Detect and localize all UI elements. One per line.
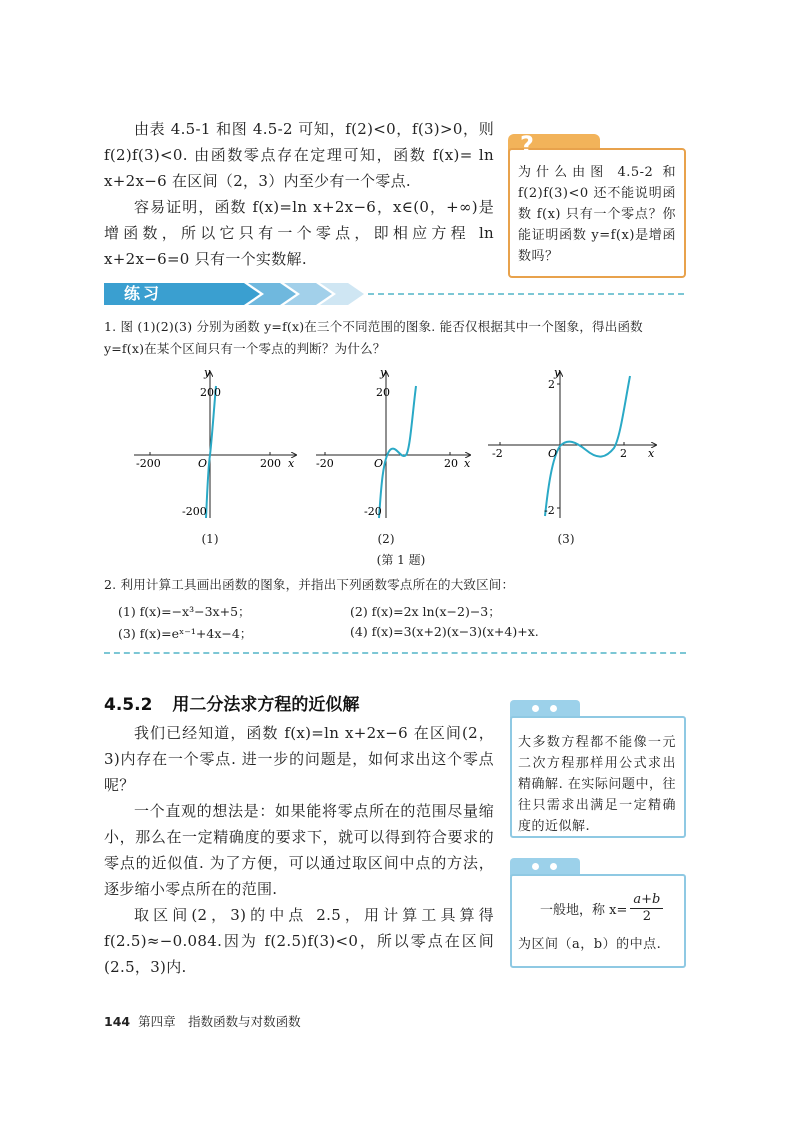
note-2-dot-icon	[532, 863, 539, 870]
divider-bottom	[104, 652, 686, 654]
note-1-dot-icon	[550, 705, 557, 712]
note-2-numerator: a+b	[630, 892, 663, 909]
graph-1	[134, 368, 296, 518]
graph-2-y-top: 20	[376, 386, 390, 399]
section-heading	[104, 690, 359, 715]
note-2-lead: 一般地，称 x=	[540, 903, 628, 918]
graph-3-y-top: 2	[548, 378, 555, 391]
graph-2-x-var: x	[464, 457, 471, 470]
graph-1-y-top: 200	[200, 386, 221, 399]
top-paragraph-1: 由表 4.5-1 和图 4.5-2 可知，f(2)<0，f(3)>0，则 f(2)f(3)<0. 由函数零点存在定理可知，函数 f(x)= ln x+2x−6 在区间（2，3）内至少有一个零点.	[104, 120, 494, 190]
top-text	[104, 116, 494, 272]
note-2-fraction	[630, 892, 663, 925]
note-2-dot-icon	[550, 863, 557, 870]
graph-2-x-right: 20	[444, 457, 458, 470]
figure-caption: (第 1 题)	[376, 553, 426, 567]
bottom-paragraph-1: 我们已经知道，函数 f(x)=ln x+2x−6 在区间(2，3)内存在一个零点. 进一步的问题是，如何求出这个零点呢？	[104, 724, 494, 794]
graph-3-label: (3)	[557, 532, 575, 546]
graph-3	[488, 368, 656, 518]
graph-2-origin: O	[374, 457, 384, 470]
graph-2-x-left: -20	[316, 457, 334, 470]
divider-top	[368, 293, 684, 295]
graph-1-x-var: x	[288, 457, 295, 470]
exercise-2-item-1: (1) f(x)=−x³−3x+5；	[118, 604, 251, 619]
note-1-dot-icon	[532, 705, 539, 712]
graph-2-curve	[379, 386, 416, 518]
graph-2	[316, 368, 471, 518]
graph-1-y-var: y	[204, 368, 211, 379]
bottom-text	[104, 720, 494, 980]
exercise-1-text: 1. 图 (1)(2)(3) 分别为函数 y=f(x)在三个不同范围的图象. 能否仅根据其中一个图象，得出函数 y=f(x)在某个区间只有一个零点的判断？为什么？	[104, 319, 643, 356]
section-title: 用二分法求方程的近似解	[172, 695, 360, 715]
graph-3-curve	[545, 376, 630, 516]
page-footer	[104, 1012, 301, 1030]
bottom-paragraph-3: 取区间(2，3)的中点 2.5，用计算工具算得 f(2.5)≈−0.084.因为 f(2.5)f(3)<0，所以零点在区间(2.5，3)内.	[104, 906, 494, 976]
page-number: 144	[104, 1014, 131, 1029]
question-box-text: 为什么由图 4.5-2 和 f(2)f(3)<0 还不能说明函数 f(x) 只有一个零点？你能证明函数 y=f(x)是增函数吗？	[518, 165, 676, 264]
practice-title: 练习	[124, 284, 163, 303]
exercise-2-text: 2. 利用计算工具画出函数的图象，并指出下列函数零点所在的大致区间：	[104, 577, 515, 592]
graph-1-origin: O	[198, 457, 208, 470]
graph-3-x-left: -2	[492, 447, 503, 460]
graph-2-y-var: y	[380, 368, 387, 379]
note-2-tail: 为区间（a，b）的中点.	[518, 937, 662, 952]
question-mark-icon: ?	[520, 131, 534, 159]
graph-3-x-var: x	[648, 447, 655, 460]
graph-1-label: (1)	[201, 532, 219, 546]
section-number: 4.5.2	[104, 695, 153, 715]
bottom-paragraph-2: 一个直观的想法是：如果能将零点所在的范围尽量缩小，那么在一定精确度的要求下，就可以得到符合要求的零点的近似值. 为了方便，可以通过取区间中点的方法，逐步缩小零点所在的范围.	[104, 802, 494, 898]
graph-3-origin: O	[548, 447, 558, 460]
exercise-2-item-3: (3) f(x)=eˣ⁻¹+4x−4；	[118, 626, 253, 641]
chapter-title: 第四章 指数函数与对数函数	[138, 1014, 301, 1029]
graph-1-x-right: 200	[260, 457, 281, 470]
graph-3-y-var: y	[554, 368, 561, 379]
exercise-2-item-2: (2) f(x)=2x ln(x−2)−3；	[350, 604, 501, 619]
exercise-2-item-4: (4) f(x)=3(x+2)(x−3)(x+4)+x.	[350, 624, 539, 639]
top-paragraph-2: 容易证明，函数 f(x)=ln x+2x−6，x∈(0，+∞)是增函数，所以它只有一个零点，即相应方程 ln x+2x−6=0 只有一个实数解.	[104, 198, 494, 268]
graph-1-y-bottom: -200	[182, 505, 207, 518]
graph-2-label: (2)	[377, 532, 395, 546]
note-1-text: 大多数方程都不能像一元二次方程那样用公式求出精确解. 在实际问题中，往往只需求出满足一定精确度的近似解.	[518, 735, 676, 834]
note-2-formula	[540, 892, 663, 925]
graph-3-y-bottom: -2	[544, 504, 555, 517]
graph-1-curve	[206, 386, 216, 518]
graphs-figure	[120, 368, 700, 538]
note-2-denominator: 2	[642, 909, 651, 924]
graph-2-y-bottom: -20	[364, 505, 382, 518]
graph-3-x-right: 2	[620, 447, 627, 460]
graph-1-x-left: -200	[136, 457, 161, 470]
